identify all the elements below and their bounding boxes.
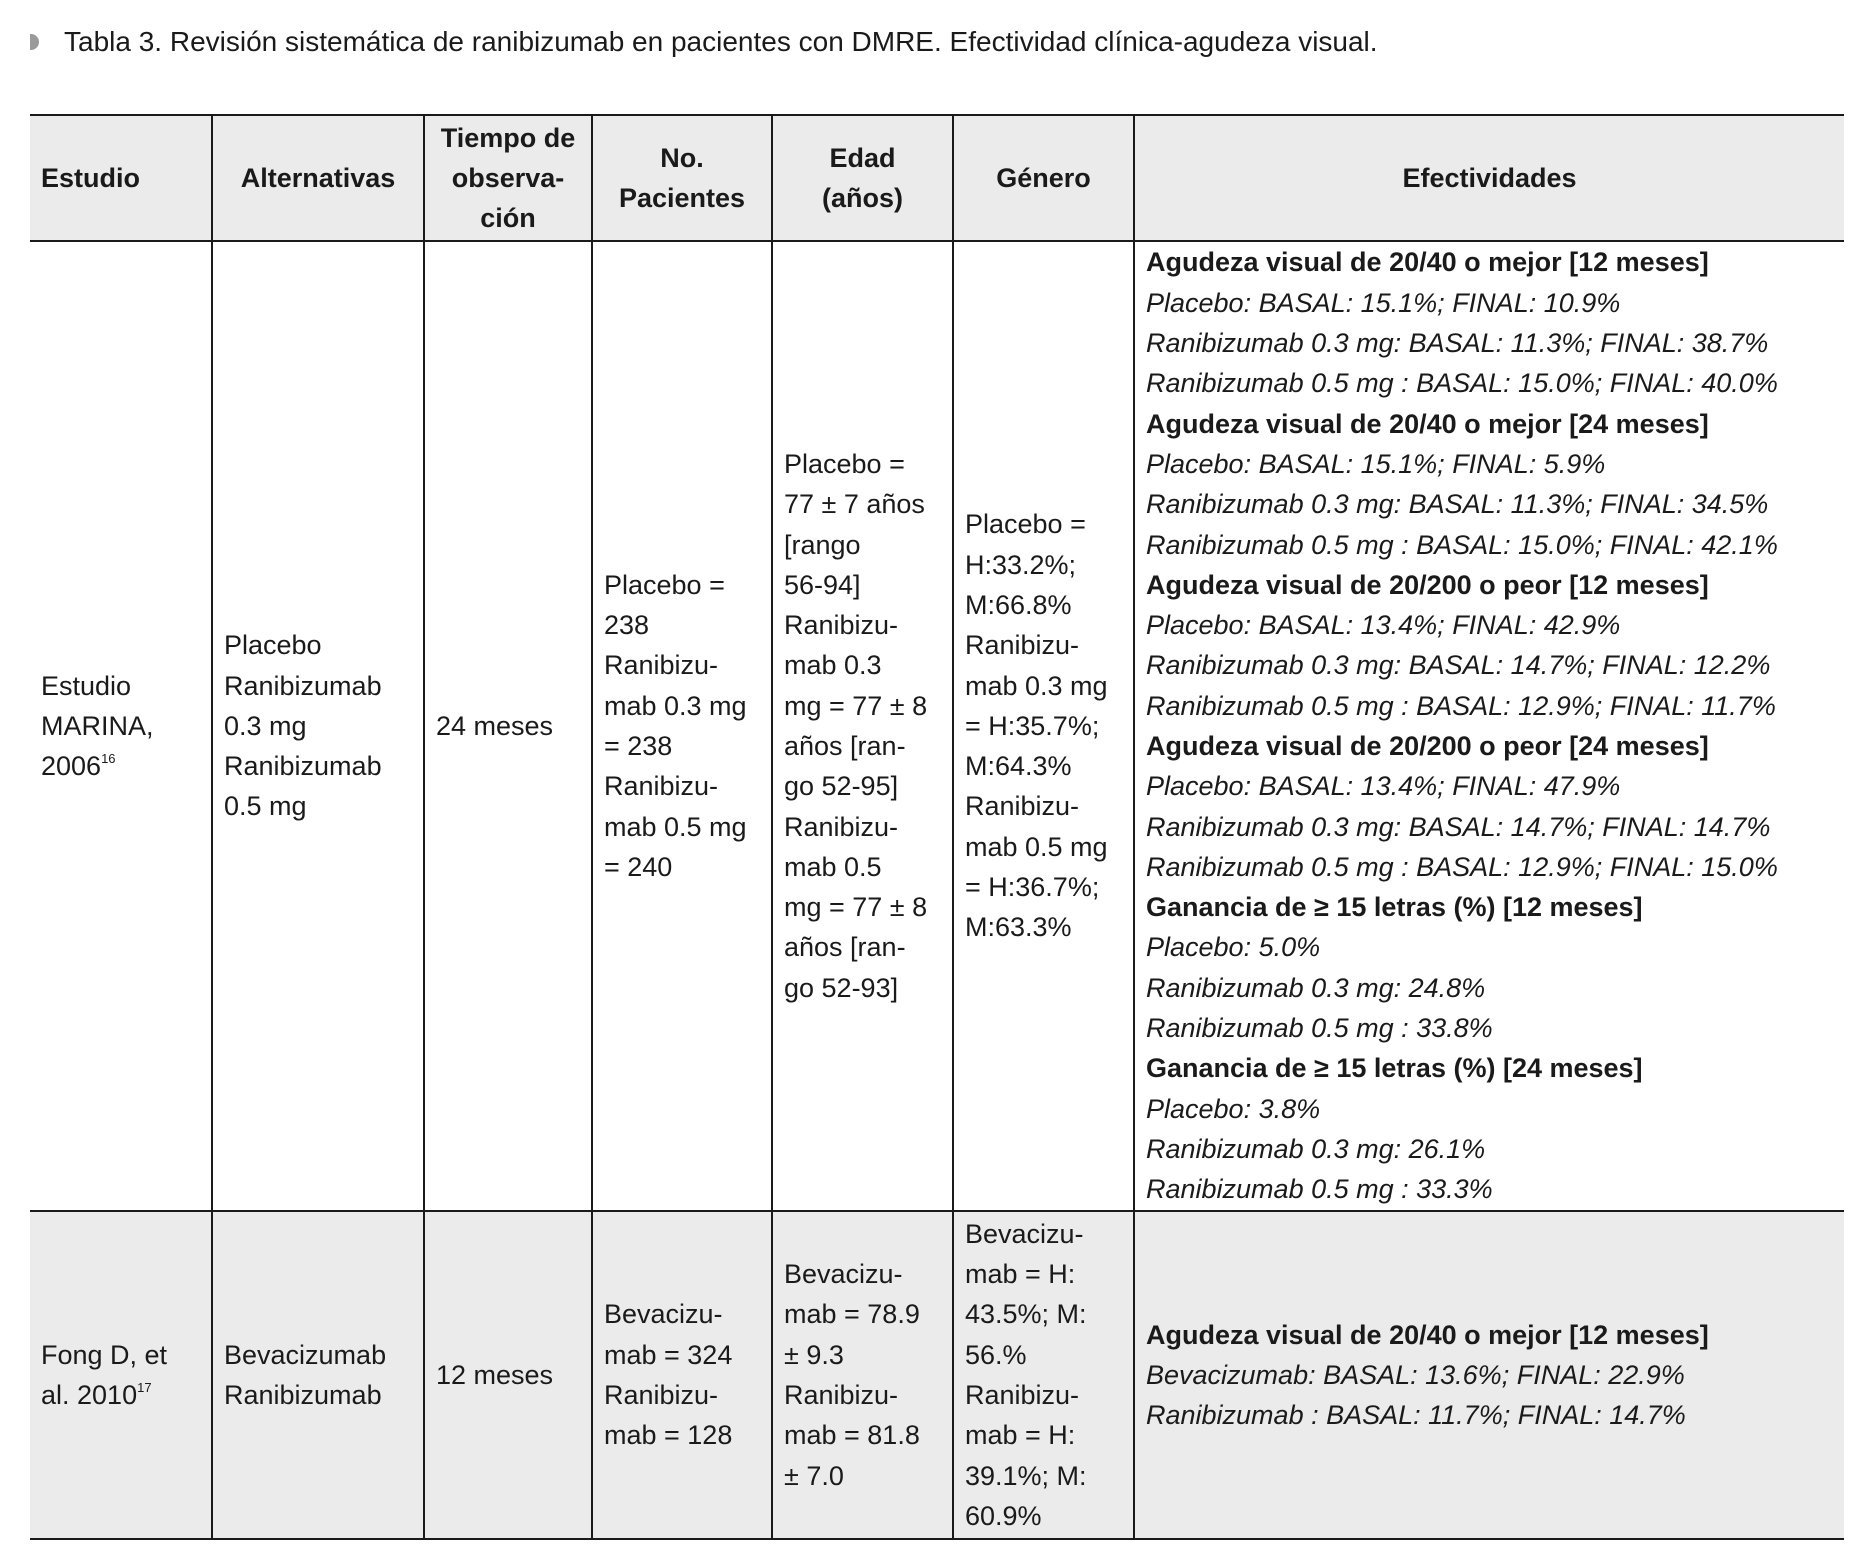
header-genero: Género (953, 115, 1134, 241)
effectiveness-value: Ranibizumab 0.5 mg : BASAL: 12.9%; FINAL: 15.0% (1146, 851, 1778, 882)
effectiveness-heading: Ganancia de ≥ 15 letras (%) [12 meses] (1146, 892, 1643, 923)
header-estudio: Estudio (30, 115, 212, 241)
cell-estudio (30, 1211, 212, 1539)
cell-genero: Bevacizu- mab = H: 43.5%; M: 56.% Ranibizu- mab = H: 39.1%; M: 60.9% (953, 1211, 1134, 1539)
effectiveness-value: Placebo: BASAL: 15.1%; FINAL: 10.9% (1146, 287, 1621, 318)
effectiveness-value: Ranibizumab 0.3 mg: BASAL: 14.7%; FINAL: 12.2% (1146, 650, 1771, 681)
reference-superscript: 17 (137, 1380, 152, 1395)
estudio-text: Estudio MARINA, 2006 (41, 670, 154, 782)
header-pacientes: No. Pacientes (592, 115, 772, 241)
effectiveness-heading: Agudeza visual de 20/200 o peor [12 meses] (1146, 569, 1709, 600)
effectiveness-value: Placebo: 5.0% (1146, 932, 1321, 963)
effectiveness-value: Bevacizumab: BASAL: 13.6%; FINAL: 22.9% (1146, 1359, 1685, 1390)
effectiveness-value: Ranibizumab 0.3 mg: BASAL: 14.7%; FINAL: 14.7% (1146, 811, 1771, 842)
effectiveness-value: Placebo: BASAL: 15.1%; FINAL: 5.9% (1146, 448, 1606, 479)
cell-alternativas: Placebo Ranibizumab 0.3 mg Ranibizumab 0.5 mg (212, 241, 424, 1211)
cell-alternativas: Bevacizumab Ranibizumab (212, 1211, 424, 1539)
effectiveness-table (30, 114, 1844, 1540)
table-row (30, 1211, 1844, 1539)
cell-pacientes: Placebo = 238 Ranibizu- mab 0.3 mg = 238 Ranibizu- mab 0.5 mg = 240 (592, 241, 772, 1211)
effectiveness-heading: Agudeza visual de 20/40 o mejor [12 meses] (1146, 1319, 1709, 1350)
effectiveness-value: Ranibizumab 0.3 mg: 24.8% (1146, 972, 1486, 1003)
effectiveness-value: Ranibizumab 0.5 mg : BASAL: 15.0%; FINAL: 42.1% (1146, 529, 1778, 560)
cell-efectividades (1134, 241, 1844, 1211)
effectiveness-heading: Agudeza visual de 20/40 o mejor [12 meses] (1146, 247, 1709, 278)
effectiveness-value: Ranibizumab : BASAL: 11.7%; FINAL: 14.7% (1146, 1400, 1686, 1431)
header-edad: Edad (años) (772, 115, 953, 241)
cell-edad: Placebo = 77 ± 7 años [rango 56-94] Ranibizu- mab 0.3 mg = 77 ± 8 años [ran- go 52-95] Ranibizu- mab 0.5 mg = 77 ± 8 años [ran- go 52-93] (772, 241, 953, 1211)
estudio-text: Fong D, et al. 2010 (41, 1339, 168, 1410)
table-row (30, 241, 1844, 1211)
caption-text: Tabla 3. Revisión sistemática de ranibizumab en pacientes con DMRE. Efectividad clínica-agudeza visual. (64, 26, 1378, 57)
effectiveness-heading: Ganancia de ≥ 15 letras (%) [24 meses] (1146, 1053, 1643, 1084)
effectiveness-value: Ranibizumab 0.3 mg: BASAL: 11.3%; FINAL: 34.5% (1146, 489, 1769, 520)
effectiveness-value: Ranibizumab 0.3 mg: 26.1% (1146, 1133, 1486, 1164)
header-row (30, 115, 1844, 241)
cell-edad: Bevacizu- mab = 78.9 ± 9.3 Ranibizu- mab = 81.8 ± 7.0 (772, 1211, 953, 1539)
effectiveness-value: Ranibizumab 0.5 mg : BASAL: 12.9%; FINAL: 11.7% (1146, 690, 1776, 721)
header-alternativas: Alternativas (212, 115, 424, 241)
table-header (30, 115, 1844, 241)
effectiveness-heading: Agudeza visual de 20/200 o peor [24 meses] (1146, 731, 1709, 761)
cell-pacientes: Bevacizu- mab = 324 Ranibizu- mab = 128 (592, 1211, 772, 1539)
cell-tiempo: 12 meses (424, 1211, 592, 1539)
caption-bullet-icon (30, 34, 39, 50)
header-efectividades: Efectividades (1134, 115, 1844, 241)
effectiveness-value: Ranibizumab 0.5 mg : 33.8% (1146, 1013, 1493, 1044)
cell-efectividades (1134, 1211, 1844, 1539)
effectiveness-value: Ranibizumab 0.5 mg : BASAL: 15.0%; FINAL: 40.0% (1146, 368, 1778, 399)
cell-tiempo: 24 meses (424, 241, 592, 1211)
cell-estudio (30, 241, 212, 1211)
header-tiempo: Tiempo de observa- ción (424, 115, 592, 241)
effectiveness-value: Placebo: 3.8% (1146, 1093, 1321, 1124)
effectiveness-value: Ranibizumab 0.3 mg: BASAL: 11.3%; FINAL: 38.7% (1146, 328, 1769, 359)
effectiveness-value: Placebo: BASAL: 13.4%; FINAL: 42.9% (1146, 610, 1621, 641)
cell-genero: Placebo = H:33.2%; M:66.8% Ranibizu- mab 0.3 mg = H:35.7%; M:64.3% Ranibizu- mab 0.5 mg = H:36.7%; M:63.3% (953, 241, 1134, 1211)
table-caption (30, 22, 1378, 62)
table-body (30, 241, 1844, 1539)
effectiveness-value: Ranibizumab 0.5 mg : 33.3% (1146, 1174, 1493, 1205)
reference-superscript: 16 (101, 751, 116, 767)
effectiveness-value: Placebo: BASAL: 13.4%; FINAL: 47.9% (1146, 771, 1621, 802)
effectiveness-heading: Agudeza visual de 20/40 o mejor [24 meses] (1146, 408, 1709, 439)
